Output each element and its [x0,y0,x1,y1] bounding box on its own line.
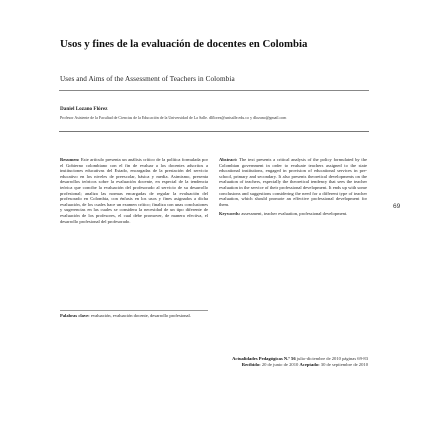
abstract-spanish-body [60,157,208,224]
keywords-spanish-label: Palabras clave: [60,313,90,318]
page-number: 69 [393,203,401,210]
abstract-spanish [60,157,208,224]
footer-received-label: Recibido: [241,362,261,367]
article-subtitle: Uses and Aims of the Assessment of Teachers in Colombia [60,75,235,83]
footer-received: 20 de junio de 2010 [261,362,299,367]
author-affiliation: Profesor Asistente de la Facultad de Ciencias de la Educación de la Universidad de La Salle. dlflorez@unisalle.edu.co y dlozano@gmail.com [60,115,287,120]
footer-accepted: 30 de septiembre de 2010 [320,362,368,367]
keywords-spanish [60,313,208,319]
abstract-english-label: Abstract: [219,157,238,162]
author-divider [59,131,369,132]
keywords-spanish-text: evaluación, evaluación docente, desarrollo profesional. [90,313,191,318]
abstract-english-body [219,157,367,207]
abstract-english-text: The text presents a critical analysis of the policy formulated by the Colombian government in order to evaluate teachers assigned to the state educational institutions, engaged in provision of educational services in pre-school, primary and secondary. It also presents theoretical developments on the evaluation of teachers, especially the theoretical tendency that sees the teacher evaluation in the service of their professional development. It ends up with some conclusions and suggestions considering the need for a different type of teacher evaluation, which should promote an effective professional development for them. [219,157,367,207]
title-divider [59,90,369,91]
footer-accepted-label: Aceptado: [299,362,320,367]
keywords-english-text: assessment, teacher evaluation, professional development. [241,211,348,217]
author-name: Daniel Lozano Flórez [60,106,108,112]
journal-footer [140,356,368,368]
abstract-spanish-label: Resumen: [60,157,80,162]
abstract-english [219,157,367,217]
keywords-english [219,211,367,217]
abstract-spanish-text: Este artículo presenta un análisis crítico de la política formulada por el Gobierno colombiano con el fin de evaluar a los docentes adscritos a instituciones educativas del Estado, encargadas de la prestación del servicio educativo en los niveles de preescolar, básica y media. Asimismo, presenta desarrollos teóricos sobre la evaluación docente, en especial de la tendencia teórica que concibe la evaluación del profesorado al servicio de su desarrollo profesional; analiza las normas encargadas de regular la evaluación del profesorado en Colombia, con énfasis en los usos y fines asignados a dicha evaluación, de los cuales hace un examen crítico; finaliza con unas conclusiones y sugerencias en las cuales se considera la necesidad de un tipo diferente de evaluación de los profesores, el cual debe promover, de manera efectiva, el desarrollo profesional del profesorado. [60,157,208,224]
keywords-divider [60,310,208,311]
footer-journal: Actualidades Pedagógicas N.º 56 [232,356,296,361]
keywords-english-label: Keywords: [219,211,241,217]
footer-issue: julio-diciembre de 2010 páginas 69-83 [296,356,368,361]
article-title: Usos y fines de la evaluación de docentes en Colombia [60,38,308,50]
footer-dates-line [140,362,368,368]
